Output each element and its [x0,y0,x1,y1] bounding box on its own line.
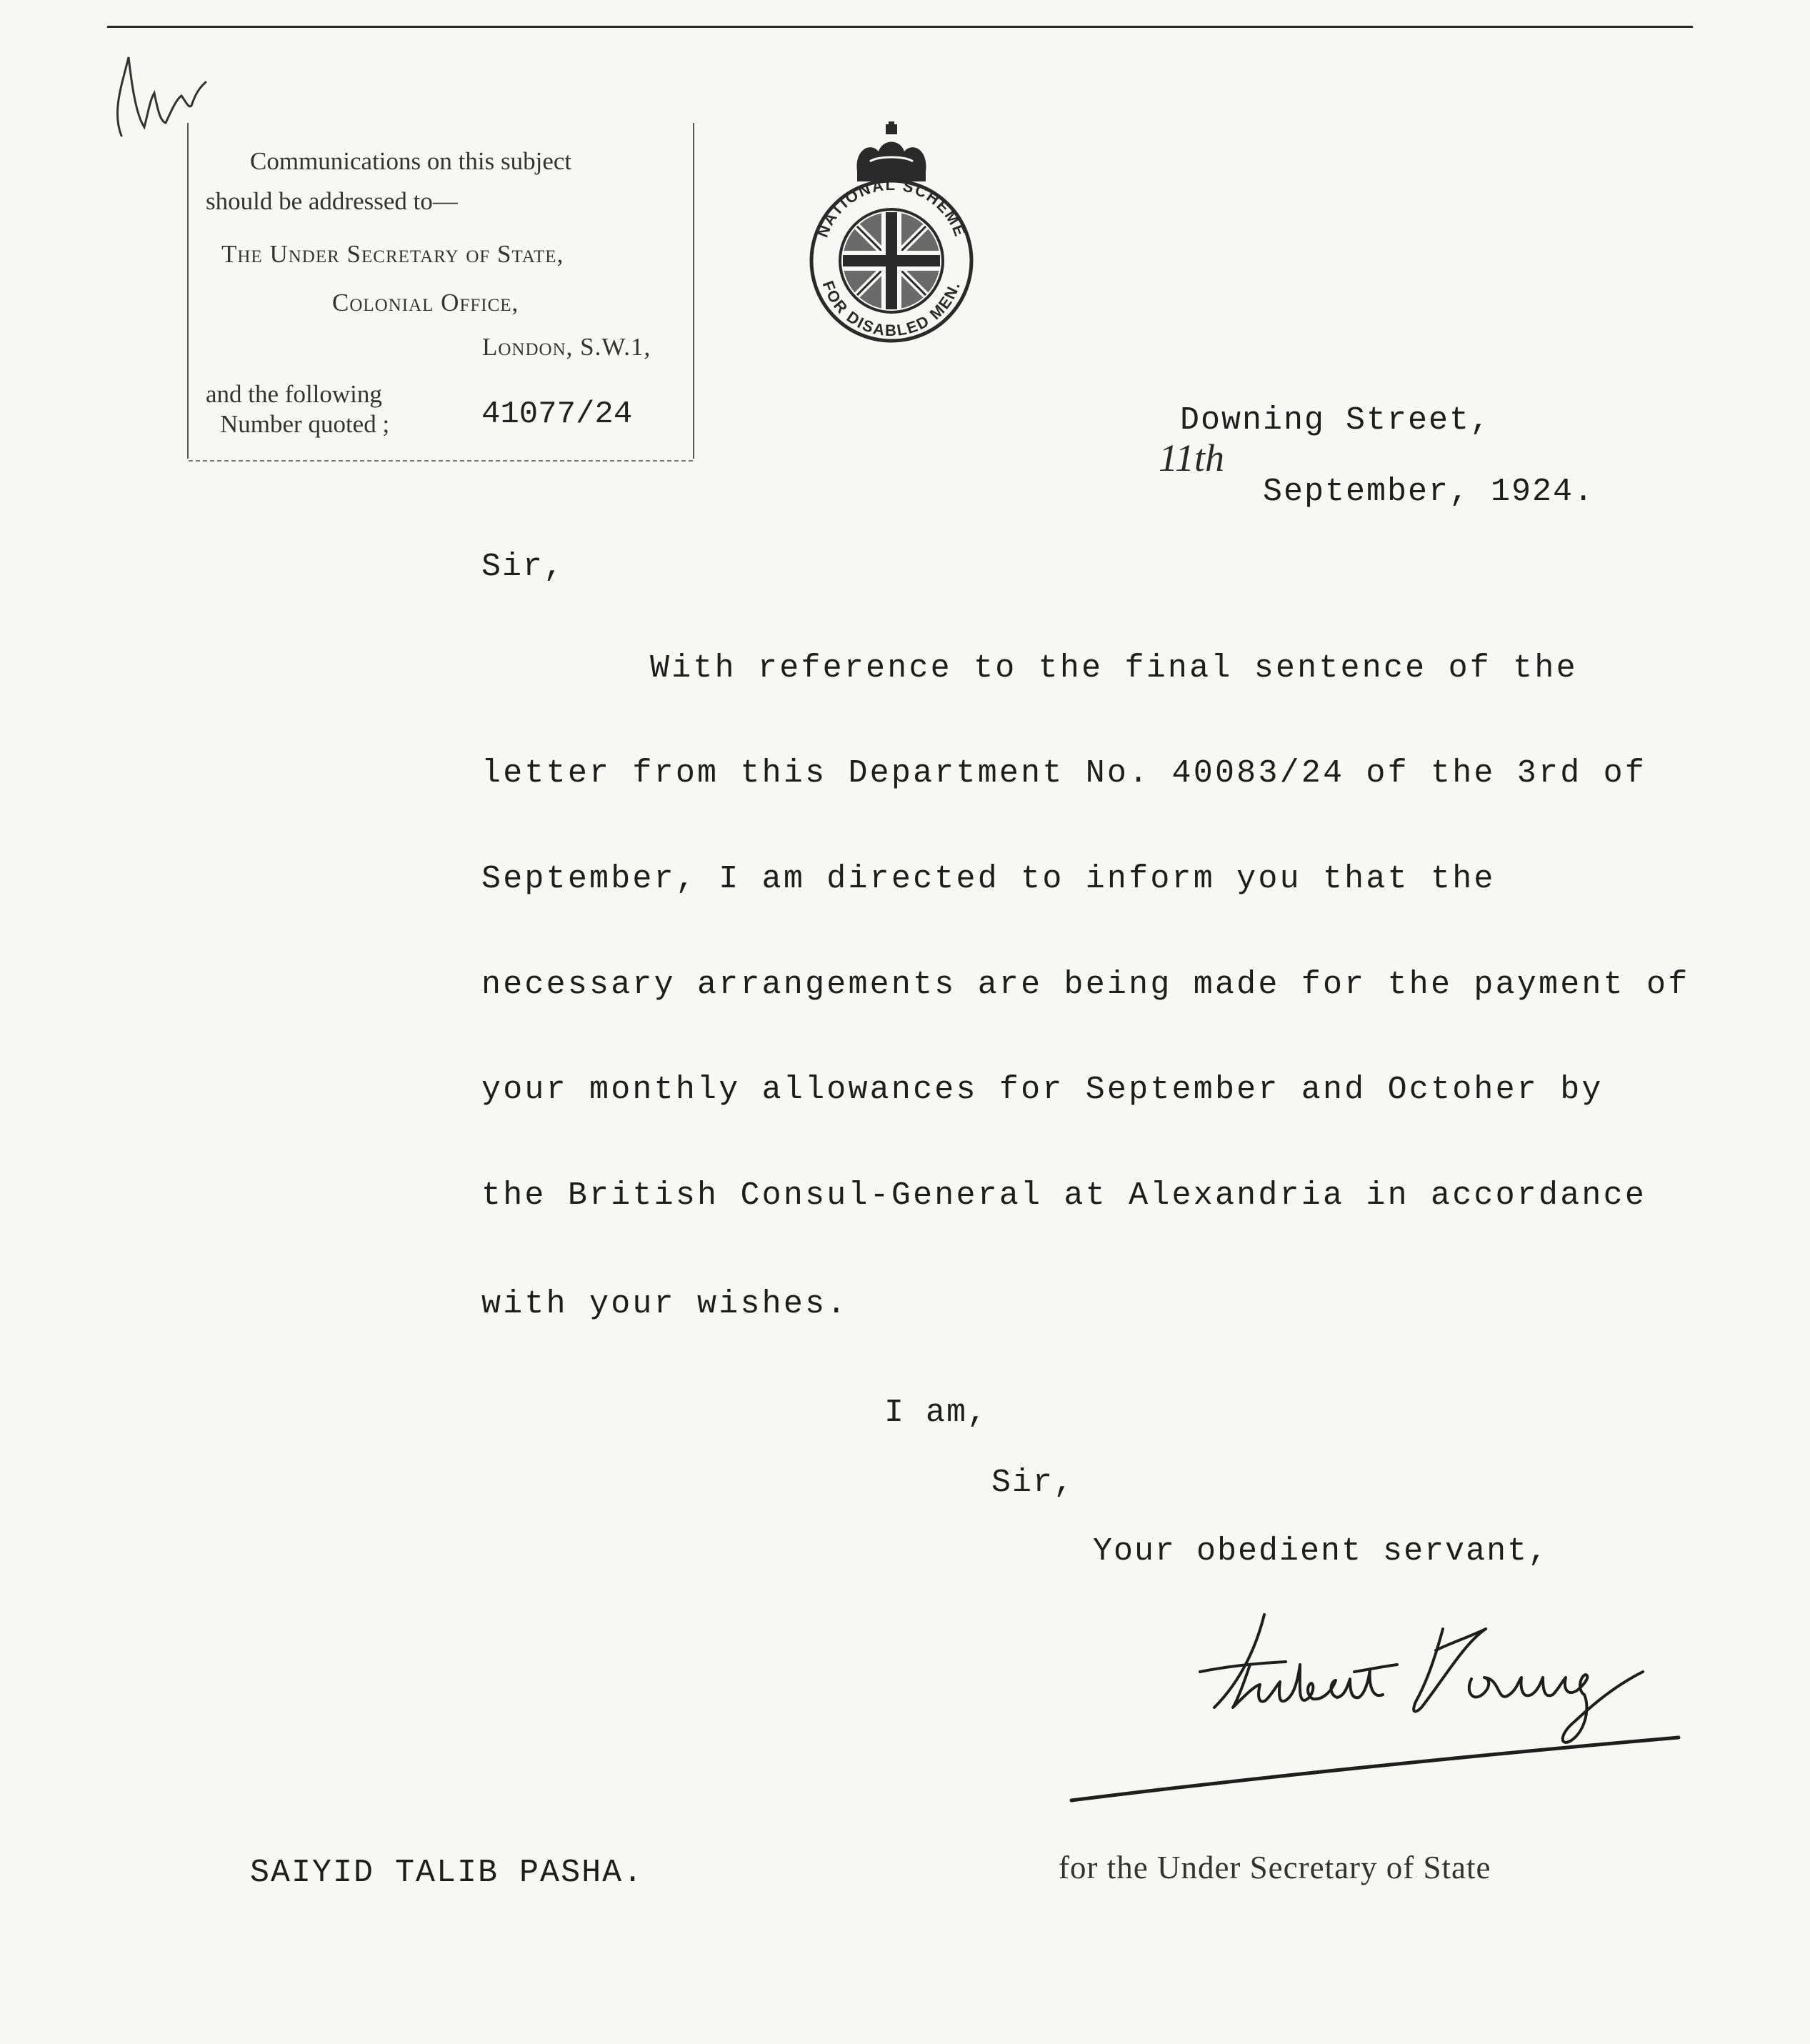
address-line-1: Communications on this subject [250,147,572,175]
emblem-text-top: NATIONAL SCHEME [813,175,970,240]
address-line-7: Number quoted ; [220,410,390,438]
body-line: With reference to the final sentence of the [650,650,1578,687]
body-line: the British Consul-General at Alexandria in accordance [481,1177,1647,1214]
salutation: Sir, [481,549,565,585]
emblem-text-bottom: FOR DISABLED MEN. [819,278,964,339]
crown-emblem-icon [799,121,984,350]
address-line-5: London, S.W.1, [482,333,651,361]
reference-number: 41077/24 [481,397,633,432]
body-line: September, I am directed to inform you that the [481,861,1496,897]
sender-address: Downing Street, [1180,402,1491,439]
address-line-2: should be addressed to— [206,187,458,215]
signatory-title: for the Under Secretary of State [1059,1850,1491,1885]
top-rule [107,26,1693,28]
body-line: necessary arrangements are being made for the payment of [481,967,1690,1003]
body-line: your monthly allowances for September and Octoher by [481,1072,1604,1108]
address-line-4: Colonial Office, [332,289,519,316]
body-line: letter from this Department No. 40083/24 of the 3rd of [481,755,1647,792]
closing-sir: Sir, [991,1465,1075,1501]
closing-obedient-servant: Your obedient servant, [1093,1533,1549,1570]
closing-i-am: I am, [884,1395,989,1431]
signature-underline [1064,1722,1686,1808]
address-line-3: The Under Secretary of State, [221,240,564,268]
address-line-6: and the following [206,380,382,408]
body-line: with your wishes. [481,1286,849,1322]
letter-date: September, 1924. [1263,474,1595,510]
handwritten-day: 11th [1159,437,1224,479]
addressee: SAIYID TALIB PASHA. [250,1855,644,1891]
